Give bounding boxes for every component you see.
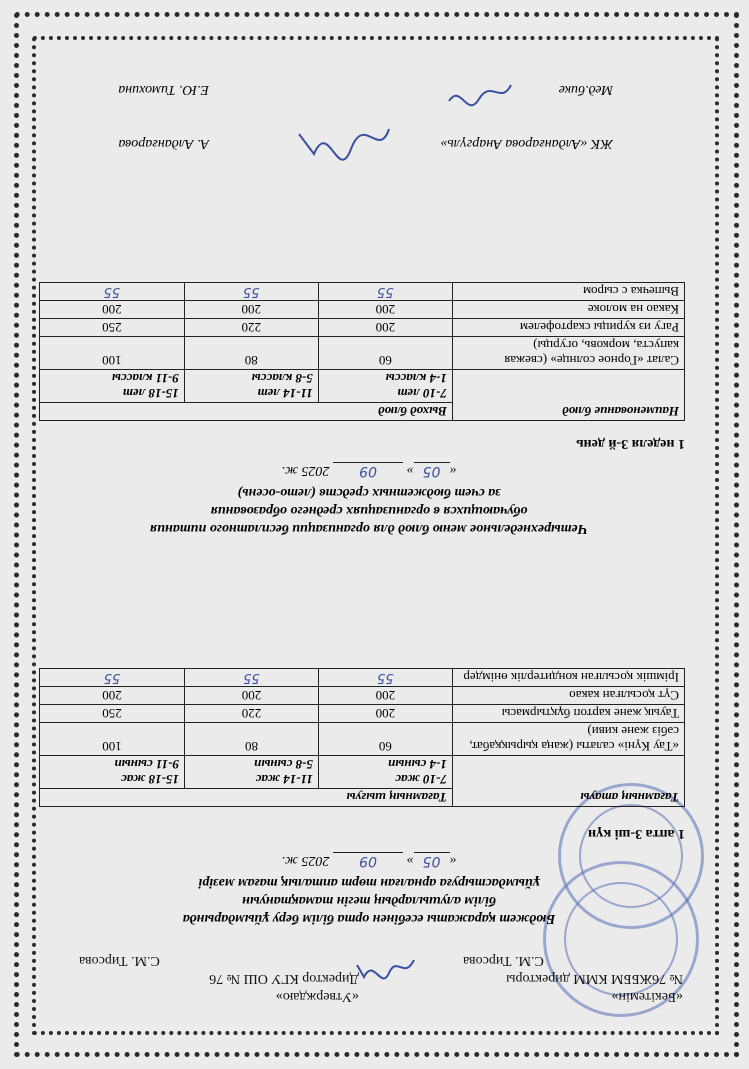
kz-col-1-grade: 1-4 сынып xyxy=(387,757,447,772)
kz-row-4-v3: 55 xyxy=(40,669,185,687)
kz-date-month: 09 xyxy=(333,852,403,869)
kz-col-2 xyxy=(185,756,319,789)
kz-row-4-v2: 55 xyxy=(185,669,319,687)
ru-row-4-v3: 55 xyxy=(40,283,185,301)
kz-row-1-name: «Тау Күні» салаты (жаңа қырыққабат, сәбіз және киви) xyxy=(452,723,684,756)
kz-col-2-grade: 5-8 сынып xyxy=(254,757,313,772)
kz-col-3 xyxy=(40,756,185,789)
table-row xyxy=(40,687,685,705)
kz-row-3-v3: 200 xyxy=(40,687,185,705)
kz-col-1-age: 7-10 жас xyxy=(395,772,447,787)
ru-col-2 xyxy=(184,370,318,403)
kz-title-line1: Бюджет қаражаты есебінен орта білім беру ұйымдарында xyxy=(182,911,556,926)
company-signer-label: ЖК «Алданғарова Анаргүль» xyxy=(440,136,613,151)
ru-header-row xyxy=(40,403,685,421)
ru-row-4-v2: 55 xyxy=(184,283,318,301)
ru-row-1-v3: 100 xyxy=(40,337,185,370)
kz-row-3-name: Сүт қосылған какао xyxy=(452,687,684,705)
kz-head-name: Тағамның атауы xyxy=(452,756,684,807)
approval-kz-org: № 76ЖББМ КММ директоры xyxy=(506,971,683,986)
kz-date-open: « xyxy=(449,853,457,868)
approval-ru-name: С.М. Тирсова xyxy=(79,953,160,968)
kz-header-row xyxy=(40,789,685,807)
table-row xyxy=(40,669,685,687)
approval-kz-label: «Бекітемін» xyxy=(611,989,683,1004)
kz-row-1-v1: 60 xyxy=(318,723,452,756)
table-row xyxy=(40,723,685,756)
table-row xyxy=(40,283,685,301)
kz-date-year: 2025 ж. xyxy=(281,853,330,868)
ru-row-2-v1: 200 xyxy=(318,319,452,337)
kz-title xyxy=(49,873,689,927)
ru-col-1-grade: 1-4 классы xyxy=(385,371,447,386)
kz-col-3-grade: 9-11 сынып xyxy=(114,757,179,772)
ru-row-4-v1: 55 xyxy=(318,283,452,301)
kz-head-output: Тағамның шығуы xyxy=(40,789,453,807)
ru-row-3-v3: 200 xyxy=(40,301,185,319)
kz-date xyxy=(49,852,689,869)
kz-date-close: » xyxy=(406,853,414,868)
ru-row-3-v2: 200 xyxy=(184,301,318,319)
ru-head-output: Выход блюд xyxy=(40,403,453,421)
table-row xyxy=(40,337,685,370)
company-signer-name: А. Алданғарова xyxy=(118,136,209,151)
kz-row-1-v2: 80 xyxy=(185,723,319,756)
kz-title-line2: білім алушылардың тегін тамақтануын xyxy=(242,893,496,908)
kz-col-3-age: 15-18 жас xyxy=(120,772,179,787)
ru-row-2-v2: 220 xyxy=(184,319,318,337)
ru-week-day: 1 неделя 3-й день xyxy=(576,436,685,451)
kz-row-2-v1: 200 xyxy=(318,705,452,723)
ru-col-2-age: 11-14 лет xyxy=(257,386,313,401)
ru-date-year: 2025 ж. xyxy=(281,463,330,478)
ru-row-2-name: Рагу из курицы скартофелем xyxy=(452,319,684,337)
kz-row-3-v1: 200 xyxy=(318,687,452,705)
ru-row-1-name: Салат «Горное солнце» (свежая капуста, морковь, огурцы) xyxy=(452,337,684,370)
ru-col-3-grade: 9-11 классы xyxy=(111,371,179,386)
table-row xyxy=(40,301,685,319)
ru-col-1 xyxy=(318,370,452,403)
table-row xyxy=(40,705,685,723)
kz-title-line3: ұйымдастыруға арналған төрт апталық тағам мәзірі xyxy=(198,875,540,890)
nurse-signer-name: Е.Ю. Тимохина xyxy=(118,82,209,97)
ru-date-month: 09 xyxy=(333,462,403,479)
kz-week-day: 1 апта 3-ші күн xyxy=(588,826,685,841)
ru-col-1-age: 7-10 лет xyxy=(397,386,447,401)
director-signature xyxy=(349,951,419,985)
ru-date-open: « xyxy=(449,463,457,478)
ru-title xyxy=(49,483,689,537)
ru-date-close: » xyxy=(406,463,414,478)
kz-row-2-v3: 250 xyxy=(40,705,185,723)
approval-ru xyxy=(59,951,359,1005)
kz-row-4-v1: 55 xyxy=(318,669,452,687)
nurse-signer-label: Мед.бике xyxy=(558,82,613,97)
company-signature xyxy=(289,109,399,169)
ru-row-1-v2: 80 xyxy=(184,337,318,370)
ru-row-3-name: Какао на молоке xyxy=(452,301,684,319)
ru-col-2-grade: 5-8 классы xyxy=(251,371,313,386)
approval-ru-label: «Утверждаю» xyxy=(275,989,359,1004)
ru-row-2-v3: 250 xyxy=(40,319,185,337)
ru-head-name: Наименование блюд xyxy=(452,370,684,421)
ru-row-1-v1: 60 xyxy=(318,337,452,370)
table-row xyxy=(40,319,685,337)
ru-title-line1: Четырехнедельное меню блюд для организации бесплатного питания xyxy=(149,521,589,536)
kz-menu-table xyxy=(39,668,685,807)
kz-col-1 xyxy=(318,756,452,789)
ru-title-line2: обучающихся в организациях среднего образования xyxy=(210,503,528,518)
kz-row-3-v2: 200 xyxy=(185,687,319,705)
ru-row-4-name: Выпечка с сыром xyxy=(452,283,684,301)
ru-date xyxy=(49,462,689,479)
kz-row-2-v2: 220 xyxy=(185,705,319,723)
kz-row-2-name: Тауық және картоп бұқтырмасы xyxy=(452,705,684,723)
ru-col-3 xyxy=(40,370,185,403)
ru-row-3-v1: 200 xyxy=(318,301,452,319)
kz-row-4-name: Ірімшік қосылған кондитерлік өнімдер xyxy=(452,669,684,687)
approval-ru-org: Директор КГУ ОШ № 76 xyxy=(209,971,359,986)
kz-row-1-v3: 100 xyxy=(40,723,185,756)
approval-kz-name: С.М. Тирсова xyxy=(463,953,544,968)
ru-date-day: 05 xyxy=(414,462,450,479)
ru-title-line3: за счет бюджетных средств (лето-осень) xyxy=(237,485,501,500)
kz-date-day: 05 xyxy=(414,852,450,869)
ru-menu-table xyxy=(39,282,685,421)
approval-kz xyxy=(443,951,683,1005)
nurse-signature xyxy=(439,73,519,113)
ru-col-3-age: 15-18 лет xyxy=(122,386,179,401)
kz-col-2-age: 11-14 жас xyxy=(255,772,313,787)
